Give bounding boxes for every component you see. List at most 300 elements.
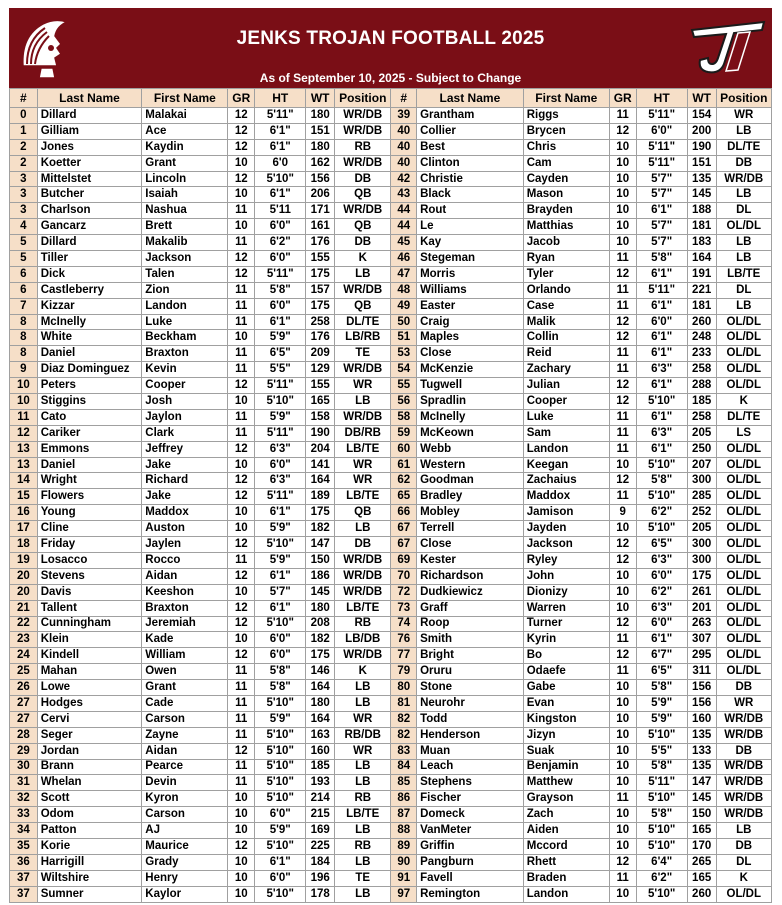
table-row — [10, 711, 772, 727]
right-grade-cell: 11 — [609, 632, 636, 648]
right-position-cell: OL/DL — [716, 537, 772, 553]
left-height-cell: 5'10" — [255, 616, 306, 632]
left-last-name-cell: Mittelstet — [37, 171, 142, 187]
right-first-name-cell: Dionizy — [523, 584, 609, 600]
right-first-name-cell: John — [523, 568, 609, 584]
left-height-cell: 6'3" — [255, 473, 306, 489]
right-first-name-cell: Jacob — [523, 235, 609, 251]
left-last-name-cell: Wright — [37, 473, 142, 489]
right-position-cell: LB/TE — [716, 266, 772, 282]
table-row — [10, 314, 772, 330]
left-grade-cell: 11 — [228, 282, 255, 298]
right-first-name-cell: Mccord — [523, 838, 609, 854]
left-weight-cell: 180 — [306, 695, 335, 711]
right-height-cell: 5'7" — [636, 235, 687, 251]
col-height: HT — [636, 89, 687, 108]
right-first-name-cell: Maddox — [523, 489, 609, 505]
right-weight-cell: 300 — [687, 537, 716, 553]
left-position-cell: WR/DB — [335, 568, 391, 584]
left-grade-cell: 12 — [228, 489, 255, 505]
left-weight-cell: 162 — [306, 155, 335, 171]
right-first-name-cell: Reid — [523, 346, 609, 362]
left-number-cell: 29 — [10, 743, 38, 759]
left-height-cell: 6'2" — [255, 235, 306, 251]
left-first-name-cell: Kade — [142, 632, 228, 648]
left-grade-cell: 12 — [228, 171, 255, 187]
left-last-name-cell: Seger — [37, 727, 142, 743]
right-weight-cell: 156 — [687, 695, 716, 711]
right-height-cell: 6'1" — [636, 203, 687, 219]
right-height-cell: 6'7" — [636, 648, 687, 664]
left-weight-cell: 180 — [306, 108, 335, 124]
right-position-cell: WR/DB — [716, 775, 772, 791]
right-weight-cell: 258 — [687, 362, 716, 378]
right-number-cell: 82 — [391, 727, 417, 743]
left-first-name-cell: Carson — [142, 711, 228, 727]
right-position-cell: WR/DB — [716, 171, 772, 187]
left-last-name-cell: Patton — [37, 823, 142, 839]
left-number-cell: 15 — [10, 489, 38, 505]
left-number-cell: 30 — [10, 759, 38, 775]
left-first-name-cell: Aidan — [142, 743, 228, 759]
table-row — [10, 807, 772, 823]
right-grade-cell: 10 — [609, 171, 636, 187]
left-position-cell: QB — [335, 219, 391, 235]
left-position-cell: LB — [335, 886, 391, 902]
right-height-cell: 6'5" — [636, 537, 687, 553]
right-grade-cell: 10 — [609, 568, 636, 584]
right-grade-cell: 11 — [609, 425, 636, 441]
left-position-cell: QB — [335, 187, 391, 203]
right-number-cell: 45 — [391, 235, 417, 251]
right-position-cell: DL/TE — [716, 139, 772, 155]
right-position-cell: LB — [716, 235, 772, 251]
left-first-name-cell: Jake — [142, 489, 228, 505]
right-grade-cell: 10 — [609, 600, 636, 616]
right-number-cell: 44 — [391, 203, 417, 219]
left-last-name-cell: Tallent — [37, 600, 142, 616]
right-number-cell: 81 — [391, 695, 417, 711]
left-first-name-cell: Kaydin — [142, 139, 228, 155]
left-height-cell: 6'0" — [255, 298, 306, 314]
right-last-name-cell: Kay — [417, 235, 524, 251]
left-first-name-cell: Maddox — [142, 505, 228, 521]
right-grade-cell: 10 — [609, 695, 636, 711]
left-number-cell: 14 — [10, 473, 38, 489]
right-position-cell: WR — [716, 695, 772, 711]
left-number-cell: 6 — [10, 266, 38, 282]
left-last-name-cell: Klein — [37, 632, 142, 648]
left-number-cell: 23 — [10, 632, 38, 648]
left-first-name-cell: Owen — [142, 664, 228, 680]
left-number-cell: 10 — [10, 378, 38, 394]
right-grade-cell: 11 — [609, 791, 636, 807]
col-first-name: First Name — [142, 89, 228, 108]
left-grade-cell: 12 — [228, 123, 255, 139]
left-position-cell: RB — [335, 838, 391, 854]
left-first-name-cell: Lincoln — [142, 171, 228, 187]
right-first-name-cell: Cam — [523, 155, 609, 171]
left-number-cell: 5 — [10, 251, 38, 267]
left-weight-cell: 147 — [306, 537, 335, 553]
left-last-name-cell: Sumner — [37, 886, 142, 902]
right-weight-cell: 260 — [687, 886, 716, 902]
right-number-cell: 97 — [391, 886, 417, 902]
left-grade-cell: 10 — [228, 219, 255, 235]
left-weight-cell: 158 — [306, 409, 335, 425]
right-position-cell: LB — [716, 298, 772, 314]
right-number-cell: 61 — [391, 457, 417, 473]
right-grade-cell: 11 — [609, 346, 636, 362]
left-height-cell: 6'1" — [255, 854, 306, 870]
table-row — [10, 521, 772, 537]
table-row — [10, 457, 772, 473]
left-height-cell: 5'9" — [255, 711, 306, 727]
left-weight-cell: 190 — [306, 425, 335, 441]
left-number-cell: 8 — [10, 314, 38, 330]
left-number-cell: 24 — [10, 648, 38, 664]
left-last-name-cell: Butcher — [37, 187, 142, 203]
right-grade-cell: 11 — [609, 362, 636, 378]
right-weight-cell: 205 — [687, 425, 716, 441]
table-row — [10, 854, 772, 870]
right-number-cell: 76 — [391, 632, 417, 648]
table-row — [10, 791, 772, 807]
right-last-name-cell: Clinton — [417, 155, 524, 171]
right-last-name-cell: Black — [417, 187, 524, 203]
right-position-cell: OL/DL — [716, 568, 772, 584]
left-weight-cell: 176 — [306, 330, 335, 346]
right-weight-cell: 181 — [687, 298, 716, 314]
right-last-name-cell: Muan — [417, 743, 524, 759]
left-height-cell: 5'9" — [255, 552, 306, 568]
right-first-name-cell: Julian — [523, 378, 609, 394]
right-number-cell: 62 — [391, 473, 417, 489]
left-grade-cell: 10 — [228, 394, 255, 410]
left-number-cell: 37 — [10, 870, 38, 886]
right-weight-cell: 205 — [687, 521, 716, 537]
right-grade-cell: 10 — [609, 775, 636, 791]
right-position-cell: OL/DL — [716, 632, 772, 648]
right-weight-cell: 165 — [687, 870, 716, 886]
right-position-cell: OL/DL — [716, 489, 772, 505]
left-position-cell: TE — [335, 870, 391, 886]
left-height-cell: 6'1" — [255, 314, 306, 330]
right-height-cell: 5'11" — [636, 775, 687, 791]
left-first-name-cell: Makalib — [142, 235, 228, 251]
left-last-name-cell: Daniel — [37, 457, 142, 473]
left-position-cell: WR/DB — [335, 409, 391, 425]
left-last-name-cell: Koetter — [37, 155, 142, 171]
left-position-cell: WR/DB — [335, 203, 391, 219]
left-first-name-cell: Landon — [142, 298, 228, 314]
left-height-cell: 6'1" — [255, 123, 306, 139]
right-weight-cell: 300 — [687, 552, 716, 568]
header-banner — [9, 8, 772, 88]
left-last-name-cell: McInelly — [37, 314, 142, 330]
left-height-cell: 5'9" — [255, 521, 306, 537]
right-grade-cell: 12 — [609, 854, 636, 870]
right-first-name-cell: Gabe — [523, 680, 609, 696]
left-grade-cell: 11 — [228, 664, 255, 680]
right-first-name-cell: Grayson — [523, 791, 609, 807]
right-first-name-cell: Suak — [523, 743, 609, 759]
right-number-cell: 67 — [391, 521, 417, 537]
right-position-cell: OL/DL — [716, 441, 772, 457]
right-grade-cell: 12 — [609, 314, 636, 330]
right-height-cell: 5'10" — [636, 838, 687, 854]
right-first-name-cell: Zachaius — [523, 473, 609, 489]
right-weight-cell: 285 — [687, 489, 716, 505]
right-height-cell: 6'2" — [636, 584, 687, 600]
right-number-cell: 39 — [391, 108, 417, 124]
left-grade-cell: 11 — [228, 695, 255, 711]
left-grade-cell: 12 — [228, 743, 255, 759]
right-last-name-cell: Favell — [417, 870, 524, 886]
right-position-cell: OL/DL — [716, 362, 772, 378]
right-weight-cell: 261 — [687, 584, 716, 600]
right-weight-cell: 307 — [687, 632, 716, 648]
right-grade-cell: 10 — [609, 727, 636, 743]
left-first-name-cell: Rocco — [142, 552, 228, 568]
left-number-cell: 3 — [10, 187, 38, 203]
col-position: Position — [716, 89, 772, 108]
right-first-name-cell: Keegan — [523, 457, 609, 473]
left-number-cell: 2 — [10, 139, 38, 155]
left-weight-cell: 189 — [306, 489, 335, 505]
right-position-cell: OL/DL — [716, 886, 772, 902]
left-number-cell: 18 — [10, 537, 38, 553]
left-grade-cell: 12 — [228, 838, 255, 854]
left-first-name-cell: Cooper — [142, 378, 228, 394]
left-position-cell: RB — [335, 139, 391, 155]
right-number-cell: 58 — [391, 409, 417, 425]
table-row — [10, 123, 772, 139]
right-weight-cell: 263 — [687, 616, 716, 632]
right-weight-cell: 252 — [687, 505, 716, 521]
col-first-name: First Name — [523, 89, 609, 108]
right-last-name-cell: Williams — [417, 282, 524, 298]
left-first-name-cell: Jeffrey — [142, 441, 228, 457]
right-last-name-cell: Neurohr — [417, 695, 524, 711]
left-first-name-cell: Braxton — [142, 346, 228, 362]
right-weight-cell: 200 — [687, 123, 716, 139]
left-first-name-cell: Pearce — [142, 759, 228, 775]
left-weight-cell: 175 — [306, 505, 335, 521]
left-weight-cell: 206 — [306, 187, 335, 203]
right-last-name-cell: Craig — [417, 314, 524, 330]
right-number-cell: 90 — [391, 854, 417, 870]
left-weight-cell: 165 — [306, 394, 335, 410]
left-position-cell: LB — [335, 775, 391, 791]
left-weight-cell: 196 — [306, 870, 335, 886]
left-weight-cell: 180 — [306, 139, 335, 155]
left-first-name-cell: Jackson — [142, 251, 228, 267]
left-position-cell: RB/DB — [335, 727, 391, 743]
right-last-name-cell: Remington — [417, 886, 524, 902]
roster-body — [10, 108, 772, 903]
left-last-name-cell: Daniel — [37, 346, 142, 362]
right-first-name-cell: Cayden — [523, 171, 609, 187]
right-first-name-cell: Jamison — [523, 505, 609, 521]
right-last-name-cell: Kester — [417, 552, 524, 568]
right-last-name-cell: Griffin — [417, 838, 524, 854]
right-height-cell: 6'3" — [636, 425, 687, 441]
right-last-name-cell: Stephens — [417, 775, 524, 791]
left-height-cell: 6'1" — [255, 600, 306, 616]
table-row — [10, 823, 772, 839]
left-weight-cell: 258 — [306, 314, 335, 330]
right-number-cell: 40 — [391, 139, 417, 155]
right-first-name-cell: Sam — [523, 425, 609, 441]
right-last-name-cell: Maples — [417, 330, 524, 346]
right-last-name-cell: Goodman — [417, 473, 524, 489]
left-height-cell: 5'10" — [255, 537, 306, 553]
left-weight-cell: 171 — [306, 203, 335, 219]
left-position-cell: TE — [335, 346, 391, 362]
right-height-cell: 5'11" — [636, 139, 687, 155]
left-number-cell: 26 — [10, 680, 38, 696]
left-last-name-cell: Cato — [37, 409, 142, 425]
right-position-cell: WR/DB — [716, 791, 772, 807]
right-height-cell: 5'8" — [636, 680, 687, 696]
right-position-cell: DB — [716, 680, 772, 696]
left-grade-cell: 10 — [228, 791, 255, 807]
right-last-name-cell: Domeck — [417, 807, 524, 823]
left-position-cell: LB — [335, 759, 391, 775]
right-weight-cell: 151 — [687, 155, 716, 171]
left-position-cell: LB/RB — [335, 330, 391, 346]
right-grade-cell: 10 — [609, 219, 636, 235]
right-number-cell: 70 — [391, 568, 417, 584]
left-first-name-cell: Richard — [142, 473, 228, 489]
right-last-name-cell: McKenzie — [417, 362, 524, 378]
left-last-name-cell: Korie — [37, 838, 142, 854]
right-grade-cell: 12 — [609, 648, 636, 664]
left-position-cell: RB — [335, 791, 391, 807]
right-weight-cell: 181 — [687, 219, 716, 235]
right-position-cell: K — [716, 394, 772, 410]
left-weight-cell: 175 — [306, 298, 335, 314]
right-first-name-cell: Warren — [523, 600, 609, 616]
right-last-name-cell: Christie — [417, 171, 524, 187]
left-grade-cell: 10 — [228, 521, 255, 537]
right-grade-cell: 10 — [609, 838, 636, 854]
left-first-name-cell: Grant — [142, 155, 228, 171]
right-number-cell: 69 — [391, 552, 417, 568]
table-row — [10, 632, 772, 648]
left-last-name-cell: Peters — [37, 378, 142, 394]
right-grade-cell: 12 — [609, 266, 636, 282]
left-first-name-cell: Ace — [142, 123, 228, 139]
page-title: JENKS TROJAN FOOTBALL 2025 — [236, 28, 545, 49]
right-last-name-cell: Collier — [417, 123, 524, 139]
right-height-cell: 5'10" — [636, 521, 687, 537]
right-position-cell: OL/DL — [716, 330, 772, 346]
right-height-cell: 5'10" — [636, 489, 687, 505]
right-grade-cell: 10 — [609, 743, 636, 759]
table-row — [10, 743, 772, 759]
right-position-cell: OL/DL — [716, 219, 772, 235]
left-last-name-cell: Wiltshire — [37, 870, 142, 886]
right-number-cell: 67 — [391, 537, 417, 553]
right-number-cell: 73 — [391, 600, 417, 616]
right-last-name-cell: Pangburn — [417, 854, 524, 870]
right-first-name-cell: Matthew — [523, 775, 609, 791]
left-position-cell: K — [335, 251, 391, 267]
right-first-name-cell: Jizyn — [523, 727, 609, 743]
right-height-cell: 6'1" — [636, 409, 687, 425]
right-position-cell: WR/DB — [716, 727, 772, 743]
right-grade-cell: 12 — [609, 394, 636, 410]
right-number-cell: 79 — [391, 664, 417, 680]
left-first-name-cell: Aidan — [142, 568, 228, 584]
left-weight-cell: 155 — [306, 251, 335, 267]
right-weight-cell: 170 — [687, 838, 716, 854]
left-height-cell: 5'10" — [255, 838, 306, 854]
right-position-cell: DL — [716, 854, 772, 870]
right-first-name-cell: Landon — [523, 441, 609, 457]
left-weight-cell: 129 — [306, 362, 335, 378]
right-height-cell: 6'1" — [636, 298, 687, 314]
table-row — [10, 441, 772, 457]
page-subtitle: As of September 10, 2025 - Subject to Change — [259, 71, 522, 85]
right-weight-cell: 135 — [687, 727, 716, 743]
left-first-name-cell: Jaylen — [142, 537, 228, 553]
table-row — [10, 727, 772, 743]
right-first-name-cell: Brycen — [523, 123, 609, 139]
left-last-name-cell: Cariker — [37, 425, 142, 441]
left-position-cell: WR/DB — [335, 123, 391, 139]
right-grade-cell: 10 — [609, 584, 636, 600]
right-number-cell: 84 — [391, 759, 417, 775]
table-row — [10, 870, 772, 886]
right-number-cell: 88 — [391, 823, 417, 839]
right-height-cell: 6'1" — [636, 266, 687, 282]
right-position-cell: LB — [716, 823, 772, 839]
right-weight-cell: 185 — [687, 394, 716, 410]
right-last-name-cell: VanMeter — [417, 823, 524, 839]
left-height-cell: 5'10" — [255, 743, 306, 759]
left-weight-cell: 164 — [306, 680, 335, 696]
right-weight-cell: 135 — [687, 759, 716, 775]
left-weight-cell: 156 — [306, 171, 335, 187]
left-grade-cell: 11 — [228, 346, 255, 362]
right-grade-cell: 12 — [609, 378, 636, 394]
right-last-name-cell: Stegeman — [417, 251, 524, 267]
right-weight-cell: 265 — [687, 854, 716, 870]
left-last-name-cell: Scott — [37, 791, 142, 807]
right-height-cell: 6'0" — [636, 616, 687, 632]
right-last-name-cell: Richardson — [417, 568, 524, 584]
left-position-cell: DB — [335, 537, 391, 553]
left-position-cell: LB — [335, 823, 391, 839]
left-grade-cell: 10 — [228, 823, 255, 839]
right-weight-cell: 156 — [687, 680, 716, 696]
left-grade-cell: 11 — [228, 680, 255, 696]
left-weight-cell: 141 — [306, 457, 335, 473]
table-row — [10, 235, 772, 251]
left-grade-cell: 11 — [228, 425, 255, 441]
left-first-name-cell: Kyron — [142, 791, 228, 807]
left-weight-cell: 180 — [306, 600, 335, 616]
right-position-cell: LB — [716, 187, 772, 203]
right-last-name-cell: Morris — [417, 266, 524, 282]
left-last-name-cell: Cunningham — [37, 616, 142, 632]
left-last-name-cell: White — [37, 330, 142, 346]
left-last-name-cell: Dick — [37, 266, 142, 282]
left-grade-cell: 11 — [228, 409, 255, 425]
